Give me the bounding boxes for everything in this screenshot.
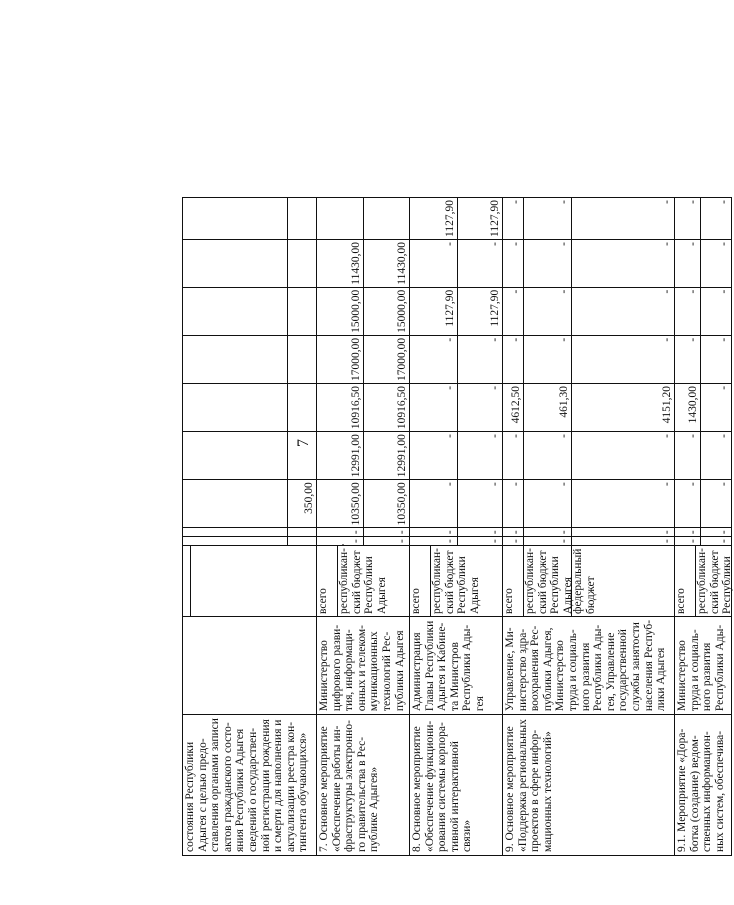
value: - [718,241,731,246]
executor-line: Министерство [554,640,567,712]
funding-source-cell [183,546,317,617]
executor-line: ного развития [701,642,714,712]
value: - [524,336,572,383]
measure-name-line: Адыгея с целью предо- [196,738,209,852]
measure-name-line: сведений о государствен- [246,727,259,852]
value-cell [675,383,732,431]
executor-line: Республики Ады- [713,624,726,712]
value-cell [317,480,410,528]
executor-line: Республики Ады- [461,624,474,712]
value: - [396,530,409,535]
value: 4151,20 [661,385,674,424]
value-cell [410,537,503,546]
value: - [680,480,701,527]
value: - [661,337,674,342]
value: 1127,90 [437,198,458,239]
funding-source-cell [410,546,503,617]
executor-line: гея [473,696,486,712]
value: 10350,00 [396,482,409,526]
value: - [437,336,458,383]
funding-source-cell [317,546,410,617]
value: - [718,530,731,535]
value: - [503,432,524,479]
measure-name-line: связи» [461,819,474,852]
value: 10916,50 [343,384,364,431]
table-row [503,198,675,856]
value-cell [503,432,675,480]
value: - [718,434,731,438]
measure-name-line: публике Адыгея» [368,766,381,852]
value: 10350,00 [343,480,364,527]
page-number: 7 [295,439,312,447]
funding-source-line: Республики [721,556,734,614]
value: - [437,480,458,527]
funding-source-line: Республики [456,556,469,614]
measure-name-line: го правительства в Рес- [355,736,368,852]
executor-line: гея, Управление [604,632,617,712]
value: - [489,241,502,246]
value: 4612,50 [503,384,524,431]
value-cell [410,287,503,335]
value-cell [675,432,732,480]
value [280,432,288,479]
value-cell [410,528,503,537]
value: 1127,90 [489,200,502,237]
value-cell [675,335,732,383]
value: 17000,00 [343,336,364,383]
value [280,240,288,287]
measure-name-line: мационных технологий» [541,731,554,852]
value: - [503,240,524,287]
executor-line: цифрового разви- [330,624,343,712]
value-cell [503,537,675,546]
value [288,240,316,287]
value [280,288,288,335]
value: - [437,432,458,479]
value: - [524,480,572,527]
measure-name-line: «Поддержка региональных [516,719,529,852]
value [288,528,316,536]
table-row [183,198,317,856]
value: - [489,385,502,390]
value-cell [317,432,410,480]
value-cell [183,239,317,287]
measure-name-line: 9. Основное мероприятие [504,726,516,852]
value: - [718,289,731,294]
value [288,384,316,431]
value: - [503,528,524,536]
funding-source [338,546,388,616]
value: - [437,384,458,431]
value: - [437,240,458,287]
funding-source-cell [503,546,675,617]
value: - [437,537,458,545]
value-cell [675,198,732,240]
measure-name-line: проектов в сфере инфор- [529,729,542,852]
executor-line: нистерство здра- [516,628,529,712]
value: - [503,537,524,545]
value-cell [503,480,675,528]
value: 461,30 [524,384,572,431]
executor-line: Министерство [676,640,688,712]
funding-source-line: всего [503,588,515,614]
measure-name-line: актуализации реестра кон- [284,721,297,852]
value-cell [410,335,503,383]
value [288,432,316,479]
rotated-table-frame [182,197,732,856]
value-cell [503,383,675,431]
value: - [718,385,731,390]
value: - [524,537,572,545]
value-cell [183,432,317,480]
value: 1127,90 [437,288,458,335]
funding-source-line: Адыгея [375,577,388,614]
executor-line: Управление, Ми- [504,627,516,712]
value [280,336,288,383]
executor-line: та Министров [448,642,461,712]
funding-source-line: республикан- [524,548,536,614]
measure-name-line: ной регистрации рождения [259,719,272,852]
value [364,198,409,239]
funding-source-line: всего [410,588,422,614]
value: - [489,482,502,487]
executor-line: технологий Рес- [380,631,393,712]
value [288,336,316,383]
funding-source-line: всего [675,588,687,614]
value-cell [503,198,675,240]
value: - [503,198,524,239]
measure-name-line: «Обеспечение работы ин- [330,725,343,852]
value: - [661,482,674,487]
financing-table [182,197,732,856]
measure-name-line: фраструктуры электронно- [343,720,356,852]
measure-name-line: ственных информацион- [701,731,714,852]
value-cell [410,480,503,528]
value [280,384,288,431]
value: 11430,00 [396,241,409,285]
funding-source-line: ский бюджет [708,550,721,614]
value-cell [317,537,410,546]
value: 11430,00 [343,240,364,287]
value: - [524,288,572,335]
funding-source [191,546,219,616]
value-cell [183,287,317,335]
funding-source-line: Республики [363,556,376,614]
value: - [718,539,731,543]
value-cell [183,537,317,546]
executor-cell [410,616,503,714]
value-cell [675,537,732,546]
value: - [661,241,674,246]
value: - [396,539,409,543]
measure-name-cell [317,715,410,856]
value-cell [675,528,732,537]
value-cell [503,528,675,537]
value: - [680,528,701,536]
value: - [503,336,524,383]
value-cell [183,480,317,528]
funding-source [431,546,481,616]
value [280,198,288,239]
value: - [661,539,674,543]
value [288,198,316,239]
value [280,480,288,527]
value [280,537,288,545]
value: - [680,240,701,287]
executor-cell [317,616,410,714]
funding-source [503,546,524,616]
value: - [489,539,502,543]
value: 12991,00 [343,432,364,479]
value: - [489,434,502,438]
value: 1127,90 [489,289,502,327]
executor-line: муникационных [368,631,381,712]
executor-line: Адыгея и Кабине- [436,622,449,712]
value: - [437,528,458,536]
table-row [317,198,410,856]
funding-source [183,546,191,616]
funding-source-line: республикан- [696,548,708,614]
measure-name-line: «Обеспечение функциони- [423,720,436,852]
funding-source [696,546,734,616]
value-cell [317,335,410,383]
value-cell [317,198,410,240]
measure-name-line: ставления органами записи [209,718,222,852]
funding-source-line: Адыгея [561,577,574,614]
value-cell [675,287,732,335]
value: - [661,530,674,535]
value-cell [410,198,503,240]
measure-name-line: рования системы корпора- [436,722,449,852]
executor-line: тия, информаци- [343,629,356,712]
value-cell [410,239,503,287]
funding-source-line: всего [317,588,329,614]
value [280,528,288,536]
executor-line: публики Адыгея [393,630,406,712]
value: - [661,289,674,294]
value: 10916,50 [396,385,409,430]
measure-name-line: ных систем, обеспечива- [713,730,726,852]
funding-source-line: республикан- [431,548,443,614]
funding-source [572,546,674,616]
value [288,288,316,335]
value: - [524,528,572,536]
executor-line: государственной [617,629,630,712]
executor-line: лики Адыгея [655,647,668,712]
measure-name-line: тингента обучающихся» [297,732,310,852]
value-cell [503,287,675,335]
value: - [661,434,674,438]
value-cell [183,383,317,431]
funding-source [675,546,696,616]
executor-line: Администрация [411,632,423,712]
table-row [675,198,732,856]
funding-source-line: ский бюджет [350,550,363,614]
value: - [524,198,572,239]
value: 15000,00 [396,289,409,333]
funding-source-line: Адыгея [468,577,481,614]
value-cell [183,198,317,240]
funding-source-line: ский бюджет [443,550,456,614]
measure-name-cell [410,715,503,856]
value: - [489,337,502,342]
funding-source-line: республикан- [338,548,350,614]
funding-source [410,546,431,616]
value: - [524,240,572,287]
value: - [503,480,524,527]
measure-name-line: 7. Основное мероприятие [318,726,330,852]
measure-name-line: 8. Основное мероприятие [411,726,423,852]
value: - [718,337,731,342]
executor-line: труда и социаль- [566,629,579,712]
value-cell [183,335,317,383]
funding-source [524,546,572,616]
value: - [343,528,364,536]
funding-source-line: федеральный [572,548,584,614]
executor-line: службы занятости [629,622,642,712]
measure-name-line: 9.1. Мероприятие «Дора- [676,728,688,852]
value: - [489,530,502,535]
measure-name-cell [675,715,732,856]
value-cell [675,480,732,528]
funding-source-line: бюджет [584,576,597,614]
executor-line: труда и социаль- [688,629,701,712]
value: - [680,537,701,545]
value: - [503,288,524,335]
value: - [524,432,572,479]
measure-name-line: ботка (создание) ведом- [688,735,701,852]
measure-name-line: яния Республики Адыгея [234,728,247,852]
measure-name-cell [503,715,675,856]
value: - [718,200,731,204]
executor-line: Министерство [318,640,330,712]
value: - [680,288,701,335]
funding-source [317,546,338,616]
value: - [343,537,364,545]
value: 350,00 [303,482,316,514]
value-cell [183,528,317,537]
value: 1430,00 [680,384,701,431]
funding-source-line: Республики [549,556,562,614]
executor-line: воохранения Рес- [529,625,542,712]
value: 12991,00 [396,434,409,478]
value: 17000,00 [396,337,409,381]
value-cell [503,335,675,383]
executor-line: публики Адыгея, [541,627,554,712]
value [343,198,364,239]
executor-line: Главы Республики [423,620,436,712]
measure-name-line: и смерти для наполнения и [272,719,285,852]
value: - [661,200,674,204]
funding-source-line: ский бюджет [536,550,549,614]
measure-name-line: тивной интерактивной [448,741,461,852]
value-cell [410,383,503,431]
executor-cell [503,616,675,714]
measure-name-line: состояния Республики [184,741,196,852]
value: - [680,336,701,383]
value-cell [675,239,732,287]
value-cell [410,432,503,480]
measure-name-cell [183,715,317,856]
value: - [718,482,731,487]
value-cell [317,239,410,287]
measure-name-line: актов гражданского состо- [221,722,234,852]
executor-line: населения Респуб- [642,619,655,712]
value [288,537,316,545]
table-row [410,198,503,856]
value-cell [317,287,410,335]
executor-line: онных и телеком- [355,625,368,712]
executor-line: Республики Ады- [592,624,605,712]
value-cell [317,383,410,431]
executor-line: ного развития [579,642,592,712]
value: 15000,00 [343,288,364,335]
value-cell [503,239,675,287]
executor-cell [675,616,732,714]
value: - [680,432,701,479]
value: - [680,198,701,239]
executor-cell [183,616,317,714]
funding-source-cell [675,546,732,617]
value-cell [317,528,410,537]
